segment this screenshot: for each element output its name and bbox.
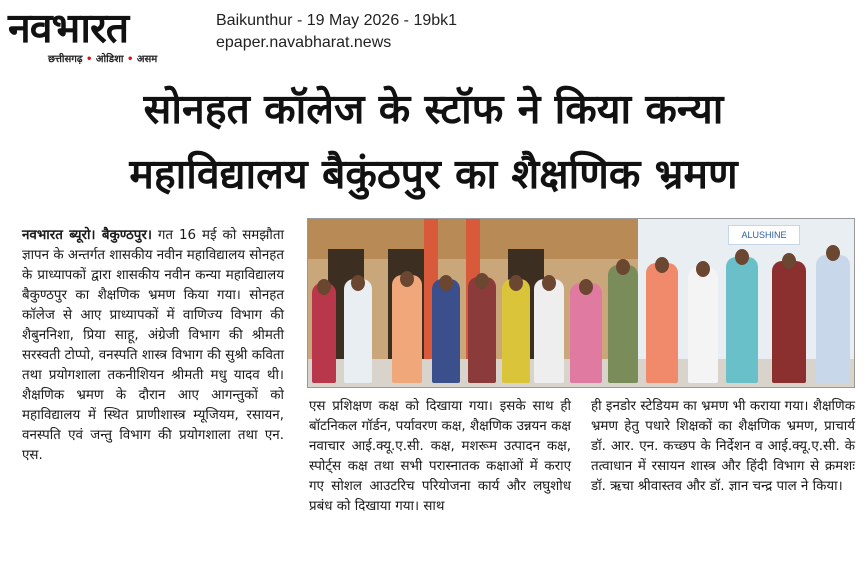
byline: नवभारत ब्यूरो। बैकुण्ठपुर। [22, 228, 152, 243]
article-photo [307, 218, 855, 388]
edition-list [48, 51, 157, 65]
article-column-1 [22, 226, 284, 566]
person-head [475, 273, 489, 289]
person-head [616, 259, 630, 275]
newspaper-logo: नवभारत [8, 4, 129, 52]
person [646, 263, 678, 383]
person [688, 267, 718, 383]
person [608, 265, 638, 383]
headline-line-1: सोनहत कॉलेज के स्टॉफ ने किया कन्या [143, 85, 724, 133]
masthead [8, 4, 208, 64]
person-head [542, 275, 556, 291]
person-head [655, 257, 669, 273]
edition-2: ओडिशा [95, 54, 124, 65]
edition-meta [216, 10, 457, 54]
person-head [400, 271, 414, 287]
column-1-text: गत 16 मई को समझौता ज्ञापन के अन्तर्गत शासकीय नवीन महाविद्यालय सोनहत के प्राध्यापकों द्वारा शासकीय नवीन कन्या महाविद्यालय बैकुण्ठपुर का शैक्षणिक भ्रमण किया गया। सोनहत कॉलेज से आए प्राध्यापकों में वाणिज्य विभाग की शैबुननिशा, प्रिया साहू, अंग्रेजी विभाग की श्रीमती सरस्वती टोप्पो, वनस्पति शास्त्र विभाग की सुश्री कविता तथा प्रयोगशाला तकनीशियन श्रीमती मधु यादव थी। शैक्षणिक भ्रमण के दौरान आए आगन्तुकों को महाविद्यालय में स्थित प्राणीशास्त्र म्यूजियम, रसायन, वनस्पति एवं जन्तु विभाग की प्रयोगशाला तथा एन. एस. [22, 228, 284, 463]
photo-sign: ALUSHINE [728, 225, 800, 245]
person [726, 257, 758, 383]
edition-separator: • [126, 54, 134, 65]
person [772, 261, 806, 383]
person [312, 283, 336, 383]
site-url[interactable]: epaper.navabharat.news [216, 34, 392, 51]
person [570, 283, 602, 383]
edition-1: छत्तीसगढ़ [48, 54, 83, 65]
dateline: Baikunthur - 19 May 2026 - 19bk1 [216, 12, 458, 29]
person-head [782, 253, 796, 269]
article-column-3: ही इनडोर स्टेडियम का भ्रमण भी कराया गया। शैक्षणिक भ्रमण हेतु पधारे शिक्षकों का शैक्षणिक भ्रमण, प्राचार्य डॉ. आर. एन. कच्छप के निर्देशन व आई.क्यू.ए.सी. के तत्वाधान में रसायन शास्त्र और हिंदी विभाग से क्रमशः डॉ. ऋचा श्रीवास्तव और डॉ. ज्ञान चन्द्र पाल ने किया। [591, 399, 855, 494]
person-head [509, 275, 523, 291]
headline-line-2: महाविद्यालय बैकुंठपुर का शैक्षणिक भ्रमण [129, 150, 738, 198]
person [534, 279, 564, 383]
article-column-2: एस प्रशिक्षण कक्ष को दिखाया गया। इसके साथ ही बॉटनिकल गॉर्डन, पर्यावरण कक्ष, शैक्षणिक उन्नयन कक्ष नवाचार आई.क्यू.ए.सी. कक्ष, मशरूम उत्पादन कक्ष, स्पोर्ट्स कक्ष तथा सभी परास्नातक कक्षाओं में कराए गए सोशल आउटरिच परियोजना कार्य और लघुशोध प्रबंध को दिखाया गया। साथ [309, 399, 571, 514]
person-head [579, 279, 593, 295]
person [392, 275, 422, 383]
person-head [735, 249, 749, 265]
person [502, 279, 530, 383]
person-head [317, 279, 331, 295]
person [816, 255, 850, 383]
person [468, 277, 496, 383]
edition-separator: • [86, 54, 93, 65]
person-head [351, 275, 365, 291]
person-head [696, 261, 710, 277]
person-head [439, 275, 453, 291]
person [432, 279, 460, 383]
person [344, 279, 372, 383]
edition-3: असम [136, 54, 158, 65]
person-head [826, 245, 840, 261]
